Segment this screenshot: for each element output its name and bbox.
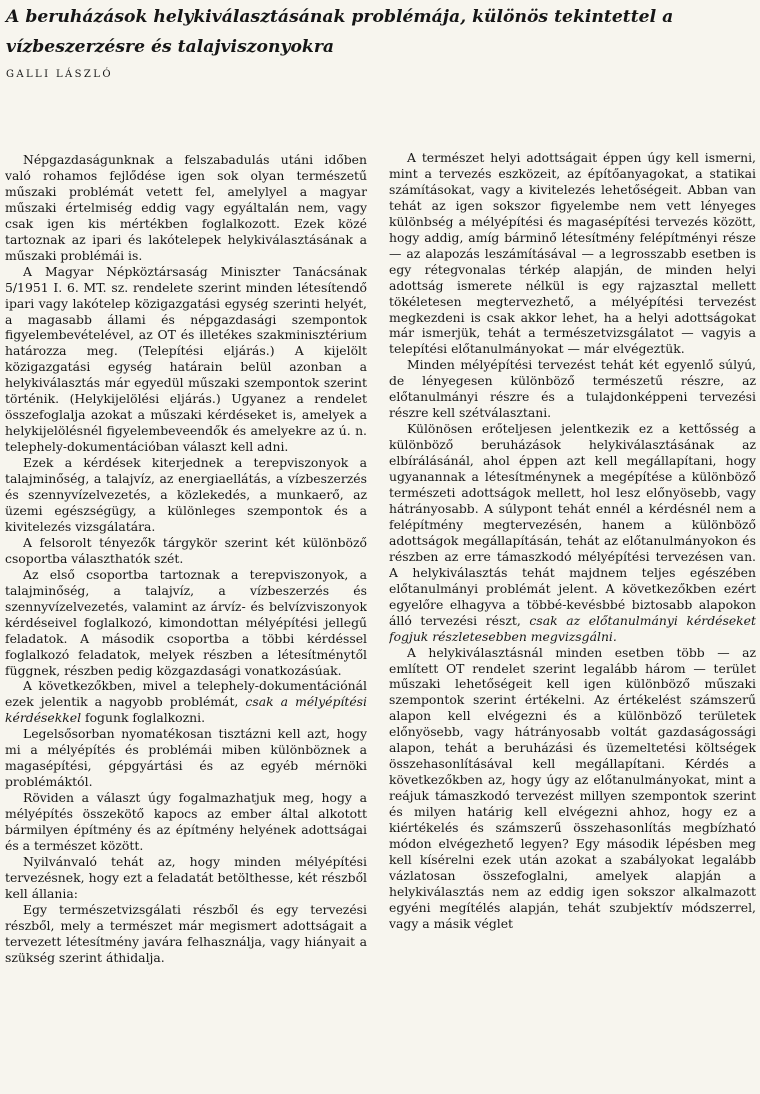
paragraph: Ezek a kérdések kiterjednek a terepviszonyok a talajminőség, a talajvíz, az energiaellátás, a vízbeszerzés és szennyvízelvezetés, a közlekedés, a munkaerő, az üzemi egészségügy, a különleges szempontok és a kivitelezés vizsgálatára.	[5, 455, 367, 534]
emphasis-text: csak az előtanulmányi kérdéseket fogjuk részletesebben megvizsgálni.	[389, 612, 756, 644]
paragraph-text: Különösen erőteljesen jelentkezik ez a kettősség a különböző beruházások helykiválasztásának az elbírálásánál, ahol éppen azt kell megállapítani, hogy ugyanannak a létesítménynek a megépítése a különböző természeti adottságok mellett, hol lesz előnyösebb, vagy hátrányosabb. A súlypont tehát ennél a kérdésnél nem a felépítmény megtervezésén, hanem a különböző adottságok megállapításán, tehát az előtanulmányokon és részben az erre támaszkodó mélyépítési tervezésen van. A helykiválasztás tehát majdnem teljes egészében előtanulmányi problémát jelent. A következőkben ezért egyelőre elhagyva a többé-kevésbbé biztosabb alapokon álló tervezési részt,	[389, 421, 756, 628]
article-title: A beruházások helykiválasztásának problémája, különös tekintettel a vízbeszerzésre és talajviszonyokra	[6, 7, 674, 57]
paragraph: A természet helyi adottságait éppen úgy kell ismerni, mint a tervezés eszközeit, az építőanyagokat, a statikai számításokat, vagy a kivitelezés lehetőségeit. Abban van tehát az igen sokszor figyelembe nem vett lényeges különbség a mélyépítési és magasépítési tervezés között, hogy addig, amíg bárminő létesítmény felépítményi része — az alapozás leszámításával — a legrosszabb esetben is egy rétegvonalas térkép alapján, de minden helyi adottság ismerete nélkül is egy rajzasztal mellett tökéletesen megtervezhető, a mélyépítési tervezést megkezdeni is csak akkor lehet, ha a helyi adottságokat már ismerjük, tehát a természetvizsgálatot — vagyis a telepítési előtanulmányokat — már elvégeztük.	[389, 150, 756, 357]
emphasis-text: csak a mélyépítési kérdésekkel	[5, 694, 367, 726]
paragraph: Minden mélyépítési tervezést tehát két egyenlő súlyú, de lényegesen különböző természetű részre, az előtanulmányi részre és a tulajdonképpeni tervezési részre kell szétválasztani.	[389, 357, 756, 421]
paragraph	[389, 421, 756, 644]
paragraph: A Magyar Népköztársaság Miniszter Tanácsának 5/1951 I. 6. MT. sz. rendelete szerint minden létesítendő ipari vagy lakótelep közigazgatási egység szerinti helyét, a magasabb állami és népgazdasági szempontok figyelembevételével, az OT és illetékes szakminisztérium határozza meg. (Telepítési eljárás.) A kijelölt közigazgatási egység határain belül azonban a helykiválasztás már egyedül műszaki szempontok szerint történik. (Helykijelölési eljárás.) Ugyanez a rendelet összefoglalja azokat a műszaki kérdéseket is, amelyek a helykijelölésnél figyelembeveendők és amelyekre az ú. n. telephely-dokumentációban választ kell adni.	[5, 263, 367, 455]
paragraph: Népgazdaságunknak a felszabadulás utáni időben való rohamos fejlődése igen sok olyan természetű műszaki problémát vetett fel, amelylyel a magyar műszaki értelmiség eddig vagy egyáltalán nem, vagy csak igen kis mértékben foglalkozott. Ezek közé tartoznak az ipari és lakótelepek helykiválasztásának a műszaki problémái is.	[5, 152, 367, 263]
paragraph-text: fogunk foglalkozni.	[85, 710, 206, 726]
paragraph	[5, 678, 367, 726]
right-column	[389, 150, 756, 1090]
paragraph: Egy természetvizsgálati részből és egy tervezési részből, mely a természet már megismert adottságait a tervezett létesítmény javára felhasználja, vagy hiányait a szükség szerint áthidalja.	[5, 901, 367, 965]
paragraph: Nyilvánvaló tehát az, hogy minden mélyépítési tervezésnek, hogy ezt a feladatát betölthesse, két részből kell állania:	[5, 853, 367, 901]
paragraph: Az első csoportba tartoznak a terepviszonyok, a talajminőség, a talajvíz, a vízbeszerzés és szennyvízelvezetés, valamint az árvíz- és belvízviszonyok kérdéseivel foglalkozó, kimondottan mélyépítési jellegű feladatok. A második csoportba a többi kérdéssel foglalkozó feladatok, melyek részben a létesítménytől függnek, részben pedig közgazdasági vonatkozásúak.	[5, 566, 367, 678]
paragraph: Legelsősorban nyomatékosan tisztázni kell azt, hogy mi a mélyépítés és problémái miben különböznek a magasépítési, gépgyártási és az egyéb mérnöki problémáktól.	[5, 726, 367, 790]
left-column	[5, 152, 367, 1092]
paragraph: A felsorolt tényezők tárgykör szerint két különböző csoportba választhatók szét.	[5, 534, 367, 566]
paragraph: Röviden a választ úgy fogalmazhatjuk meg, hogy a mélyépítés összekötő kapocs az ember által alkotott bármilyen építmény és az építmény helyének adottságai és a természet között.	[5, 790, 367, 853]
author-name: GALLI LÁSZLÓ	[6, 69, 113, 80]
paragraph: A helykiválasztásnál minden esetben több — az említett OT rendelet szerint legalább három — terület műszaki lehetőségeit kell igen különböző műszaki szempontok szerint értékelni. Az értékelést számszerű alapon kell elvégezni és a különböző területek előnyösebb, vagy hátrányosabb voltát gazdaságossági alapon, tehát a beruházási és üzemeltetési költségek összehasonlításával kell megállapítani. Kérdés a következőkben az, hogy úgy az előtanulmányokat, mint a reájuk támaszkodó tervezést millyen szempontok szerint és milyen határig kell elvégezni ahhoz, hogy ez a kiértékelés és számszerű összehasonlítás megbízható módon elvégezhető legyen? Egy második lépésben meg kell kísérelni ezek után azokat a szabályokat legalább vázlatosan összefoglalni, amelyek alapján a helykiválasztás nem az eddig igen sokszor alkalmazott egyéni megítélés alapján, tehát szubjektív módszerrel, vagy a másik véglet	[389, 644, 756, 931]
paragraph-text: A következőkben, mivel a telephely-dokumentációnál ezek jelentik a nagyobb problémát,	[5, 678, 367, 710]
